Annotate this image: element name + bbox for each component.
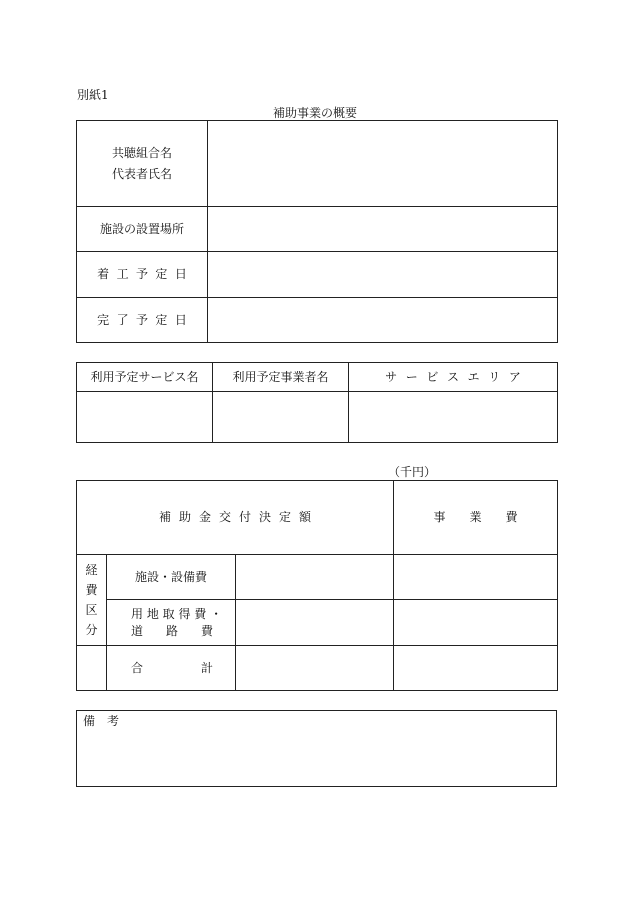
category-char: 分 bbox=[85, 623, 98, 637]
facility-cost-amount-field[interactable] bbox=[236, 555, 394, 600]
org-name-label: 共聴組合名 bbox=[111, 145, 172, 160]
attachment-label: 別紙1 bbox=[77, 88, 109, 102]
table-row bbox=[77, 298, 558, 343]
table-row bbox=[77, 363, 558, 392]
table-row bbox=[77, 646, 558, 691]
table-row bbox=[77, 121, 558, 207]
service-name-header: 利用予定サービス名 bbox=[77, 363, 213, 392]
start-date-field[interactable] bbox=[208, 252, 558, 298]
service-area-header: サ ー ビ ス エ リ ア bbox=[349, 363, 558, 392]
land-road-cost-project-field[interactable] bbox=[394, 600, 558, 646]
category-char: 費 bbox=[85, 583, 98, 597]
provider-name-header: 利用予定事業者名 bbox=[213, 363, 349, 392]
total-char: 計 bbox=[200, 660, 213, 675]
table-row bbox=[77, 252, 558, 298]
table-row bbox=[77, 481, 558, 555]
total-amount-field[interactable] bbox=[236, 646, 394, 691]
land-road-cost-label bbox=[107, 600, 236, 646]
total-char: 合 bbox=[131, 660, 144, 675]
land-road-cost-amount-field[interactable] bbox=[236, 600, 394, 646]
subsidy-table bbox=[76, 480, 558, 691]
road-char: 路 bbox=[165, 623, 178, 638]
category-char: 区 bbox=[85, 603, 98, 617]
organization-info-table bbox=[76, 120, 558, 343]
category-empty-cell bbox=[77, 646, 107, 691]
road-char: 道 bbox=[131, 623, 144, 638]
table-row bbox=[77, 600, 558, 646]
expense-category-label bbox=[77, 555, 107, 646]
road-char: 費 bbox=[200, 623, 213, 638]
table-row bbox=[77, 555, 558, 600]
remarks-table bbox=[76, 710, 557, 787]
installation-site-field[interactable] bbox=[208, 207, 558, 252]
project-cost-header: 事 業 費 bbox=[394, 481, 558, 555]
facility-cost-label: 施設・設備費 bbox=[107, 555, 236, 600]
service-name-field[interactable] bbox=[77, 392, 213, 443]
road-cost-label bbox=[107, 623, 235, 640]
table-row bbox=[77, 207, 558, 252]
subsidy-amount-header: 補 助 金 交 付 決 定 額 bbox=[77, 481, 394, 555]
total-project-field[interactable] bbox=[394, 646, 558, 691]
representative-label: 代表者氏名 bbox=[111, 166, 172, 181]
org-name-field[interactable] bbox=[208, 121, 558, 207]
start-date-label: 着 工 予 定 日 bbox=[77, 252, 208, 298]
category-char: 経 bbox=[85, 563, 98, 577]
facility-cost-project-field[interactable] bbox=[394, 555, 558, 600]
land-cost-label: 用 地 取 得 費 ・ bbox=[131, 606, 223, 621]
provider-name-field[interactable] bbox=[213, 392, 349, 443]
completion-date-field[interactable] bbox=[208, 298, 558, 343]
table-row bbox=[77, 392, 558, 443]
service-area-field[interactable] bbox=[349, 392, 558, 443]
completion-date-label: 完 了 予 定 日 bbox=[77, 298, 208, 343]
remarks-label: 備 考 bbox=[83, 714, 120, 728]
remarks-cell[interactable] bbox=[77, 711, 557, 787]
installation-site-label: 施設の設置場所 bbox=[77, 207, 208, 252]
unit-label: （千円） bbox=[388, 465, 437, 479]
document-title: 補助事業の概要 bbox=[272, 106, 357, 120]
org-name-label-cell bbox=[77, 121, 208, 207]
total-label bbox=[107, 646, 236, 691]
service-table bbox=[76, 362, 558, 443]
